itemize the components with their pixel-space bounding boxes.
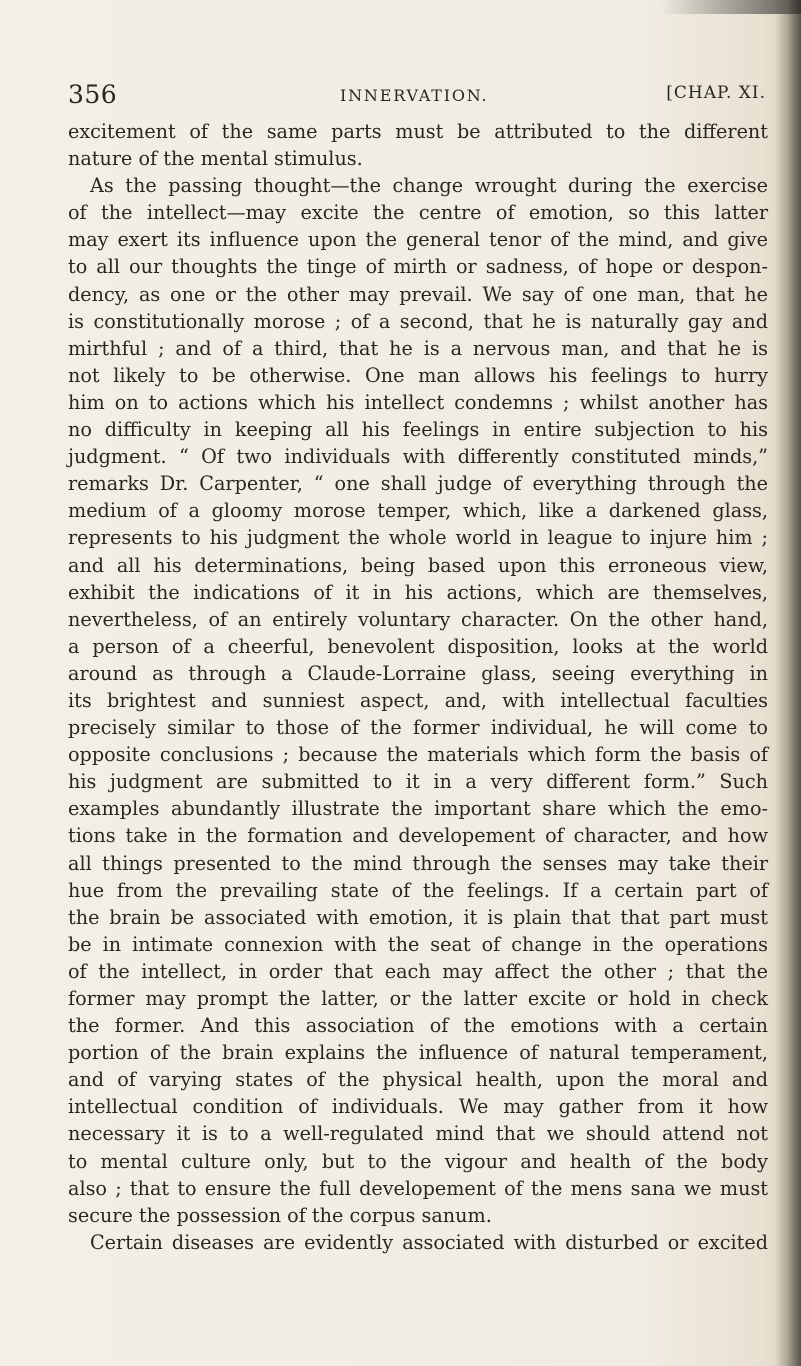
text-line: be in intimate connexion with the seat of change in the operations [68,932,768,956]
text-line: opposite conclusions ; because the materials which form the basis of [68,743,768,767]
text-line: no difficulty in keeping all his feelings in entire subjection to his [68,418,768,442]
text-line: portion of the brain explains the influence of natural temperament, [68,1041,768,1065]
text-line: dency, as one or the other may prevail. We say of one man, that he [68,282,768,306]
text-line: a person of a cheerful, benevolent disposition, looks at the world [68,634,768,658]
page-binding-edge [775,0,801,1366]
text-line: hue from the prevailing state of the feelings. If a certain part of [68,878,768,902]
text-line: the former. And this association of the emotions with a certain [68,1014,768,1038]
text-line: As the passing thought—the change wrought during the exercise [90,174,768,198]
text-line: not likely to be otherwise. One man allows his feelings to hurry [68,363,768,387]
page-number: 356 [68,80,118,109]
text-line: to mental culture only, but to the vigour and health of the body [68,1149,768,1173]
text-line: mirthful ; and of a third, that he is a nervous man, and that he is [68,336,768,360]
text-line: nature of the mental stimulus. [68,147,363,171]
text-line: its brightest and sunniest aspect, and, with intellectual faculties [68,688,768,712]
text-line: all things presented to the mind through the senses may take their [68,851,768,875]
text-line: tions take in the formation and developement of character, and how [68,824,768,848]
text-line: medium of a gloomy morose temper, which, like a darkened glass, [68,499,768,523]
text-line: precisely similar to those of the former individual, he will come to [68,716,768,740]
text-line: former may prompt the latter, or the latter excite or hold in check [68,987,768,1010]
text-line: represents to his judgment the whole world in league to injure him ; [68,526,768,550]
chapter-reference: [CHAP. XI. [666,83,766,103]
body-text [68,118,768,1256]
text-line: of the intellect—may excite the centre of emotion, so this latter [68,201,768,225]
text-line: examples abundantly illustrate the important share which the emo- [68,797,768,821]
text-line: intellectual condition of individuals. We may gather from it how [68,1095,768,1119]
text-line: to all our thoughts the tinge of mirth or sadness, of hope or despon- [68,255,768,279]
text-line: and all his determinations, being based upon this erroneous view, [68,553,768,577]
text-line: his judgment are submitted to it in a very different form.” Such [68,770,768,794]
text-line: judgment. “ Of two individuals with differently constituted minds,” [68,445,768,469]
text-line: Certain diseases are evidently associated with disturbed or excited [90,1230,768,1254]
text-line: remarks Dr. Carpenter, “ one shall judge of everything through the [68,472,768,496]
text-line: necessary it is to a well-regulated mind that we should attend not [68,1122,768,1146]
text-line: secure the possession of the corpus sanum. [68,1203,492,1227]
text-line: exhibit the indications of it in his actions, which are themselves, [68,580,768,604]
page-header [68,80,766,120]
running-head: INNERVATION. [340,86,489,105]
text-line: also ; that to ensure the full developement of the mens sana we must [68,1176,768,1200]
text-line: is constitutionally morose ; of a second, that he is naturally gay and [68,309,768,333]
text-line: and of varying states of the physical health, upon the moral and [68,1068,768,1092]
text-line: the brain be associated with emotion, it is plain that that part must [68,905,768,929]
text-line: may exert its influence upon the general tenor of the mind, and give [68,228,768,252]
text-line: around as through a Claude-Lorraine glass, seeing everything in [68,661,768,685]
text-line: him on to actions which his intellect condemns ; whilst another has [68,390,768,414]
text-line: excitement of the same parts must be attributed to the different [68,120,768,143]
text-line: of the intellect, in order that each may affect the other ; that the [68,959,768,983]
text-line: nevertheless, of an entirely voluntary character. On the other hand, [68,607,768,631]
